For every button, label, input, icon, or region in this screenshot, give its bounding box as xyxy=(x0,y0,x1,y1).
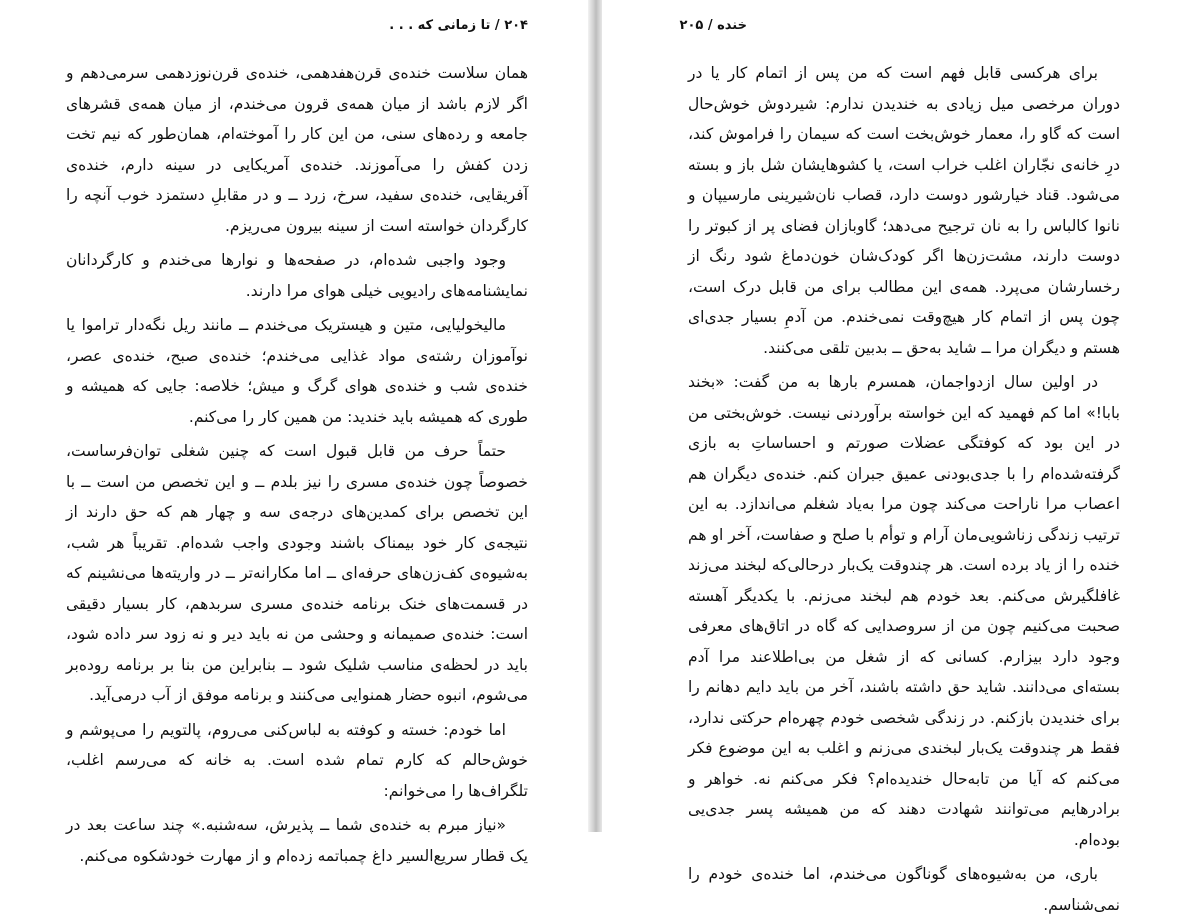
paragraph: باری، من به‌شیوه‌های گوناگون می‌خندم، اما خنده‌ی خودم را نمی‌شناسم. xyxy=(688,865,1120,914)
paragraph: «نیاز مبرم به خنده‌ی شما ــ پذیرش، سه‌شنبه.» چند ساعت بعد در یک قطار سریع‌السیر داغ چمباتمه زده‌ام و از مهارت خودشکوه می‌کنم. xyxy=(66,816,528,865)
right-page xyxy=(602,0,1185,914)
running-head: خنده / ۲۰۵ xyxy=(679,18,747,33)
paragraph: برای هرکسی قابل فهم است که من پس از اتمام کار یا در دوران مرخصی میل زیادی به خندیدن ندارم: شیردوش خوش‌حال است که گاو را، معمار خوش‌بخت است که سیمان را فراموش کند، درِ خانه‌ی نجّاران اغلب خراب است، یا کشوهایشان شل باز و بسته می‌شود. قناد خیارشور دوست دارد، قصاب نان‌شیرینی مارسیپان و نانوا کالباس را به نان ترجیح می‌دهد؛ گاوبازان فضای پر از کبوتر را دوست دارند، مشت‌زن‌ها اگر کودک‌شان خون‌دماغ شود رنگ از رخسارشان می‌پرد. همه‌ی این مطالب برای من قابل درک است، چون پس از اتمام کار هیچ‌وقت نمی‌خندم. من آدمِ بسیار جدی‌ای هستم و دیگران مرا ــ شاید به‌حق ــ بدبین تلقی می‌کنند. xyxy=(688,64,1120,357)
page-body xyxy=(66,58,528,875)
paragraph: وجود واجبی شده‌ام، در صفحه‌ها و نوارها می‌خندم و کارگردانان نمایشنامه‌های رادیویی خیلی هوای مرا دارند. xyxy=(66,251,528,300)
page-body xyxy=(688,58,1120,924)
paragraph: حتماً حرف من قابل قبول است که چنین شغلی توان‌فرساست، خصوصاً چون خنده‌ی مسری را نیز بلدم ــ و این تخصص من است ــ با این تخصص برای کمدین‌های درجه‌ی سه و چهار هم که حق دارند از نتیجه‌ی کار خود بیمناک باشند وجودی واجب شده‌ام. تقریباً هر شب، به‌شیوه‌ی کف‌زن‌های حرفه‌ای ــ اما مکارانه‌تر ــ در واریته‌ها می‌نشینم که در قسمت‌های خنک برنامه خنده‌ی مسری سربدهم، کار بسیار دقیقی است: خنده‌ی صمیمانه و وحشی من نه باید دیر و نه زود سر داده شود، باید در لحظه‌ی مناسب شلیک شود ــ بنابراین من بنا بر برنامه روده‌بر می‌شوم، انبوه حضار همنوایی می‌کنند و برنامه موفق از آب درمی‌آید. xyxy=(66,442,528,704)
paragraph: اما خودم: خسته و کوفته به لباس‌کنی می‌روم، پالتویم را می‌پوشم و خوش‌حالم که کارم تمام شده است. به خانه که می‌رسم اغلب، تلگراف‌ها را می‌خوانم: xyxy=(66,720,528,800)
paragraph: همان سلاست خنده‌ی قرن‌هفدهمی، خنده‌ی قرن‌نوزدهمی سرمی‌دهم و اگر لازم باشد از میان همه‌ی قرون می‌خندم، از میان همه‌ی قشرهای جامعه و رده‌های سنی، من این کار را آموخته‌ام، همان‌طور که نیم تخت زدن کفش را می‌آموزند. خنده‌ی آمریکایی در سینه دارم، خنده‌ی آفریقایی، خنده‌ی سفید، سرخ، زرد ــ و در مقابلِ دستمزد خوب آنچه را کارگردان خواسته است از سینه بیرون می‌ریزم. xyxy=(66,64,528,235)
paragraph: در اولین سال ازدواجمان، همسرم بارها به من گفت: «بخند بابا!» اما کم فهمید که این خواسته برآوردنی نیست. خوش‌بختی من در این بود که کوفتگی عضلات صورتم و احساساتِ به بازی گرفته‌شده‌ام را با جدی‌بودنی عمیق جبران کنم. خنده‌ی دیگران هم اعصاب مرا ناراحت می‌کند چون مرا به‌یاد شغلم می‌اندازد. به این ترتیب زندگی زناشویی‌مان آرام و توأم با صلح و صفاست، آخر او هم خنده را از یاد برده است. هر چندوقت یک‌بار درحالی‌که لبخند می‌زند غافلگیرش می‌کنم. بعد خودم هم لبخند می‌زنم. با یکدیگر آهسته صحبت می‌کنیم چون من از سروصدایی که گاه در اتاق‌های معرفی وجود دارد بیزارم. کسانی که از شغل من بی‌اطلاعند مرا آدم بسته‌ای می‌دانند. شاید حق داشته باشند، آخر من باید دایم دهانم را برای خندیدن بازکنم. در زندگی شخصی خودم چهره‌ام حرکتی ندارد، فقط هر چندوقت یک‌بار لبخندی می‌زنم و اغلب به این موضوع فکر می‌کنم که آیا من تابه‌حال خندیده‌ام؟ فکر می‌کنم نه. خواهر و برادرهایم می‌توانند شهادت دهند که من همیشه پسر جدی‌یی بوده‌ام. xyxy=(688,373,1120,849)
left-page xyxy=(0,0,590,865)
running-head: ۲۰۴ / تا زمانی که . . . xyxy=(389,18,528,33)
paragraph: مالیخولیایی، متین و هیستریک می‌خندم ــ مانند ریل نگه‌دار تراموا یا نوآموزان رشته‌ی مواد غذایی می‌خندم؛ خنده‌ی صبح، خنده‌ی عصر، خنده‌ی شب و خنده‌ی هوای گرگ و میش؛ خلاصه: جایی که همیشه و طوری که همیشه باید خندید: من همین کار را می‌کنم. xyxy=(66,316,528,426)
